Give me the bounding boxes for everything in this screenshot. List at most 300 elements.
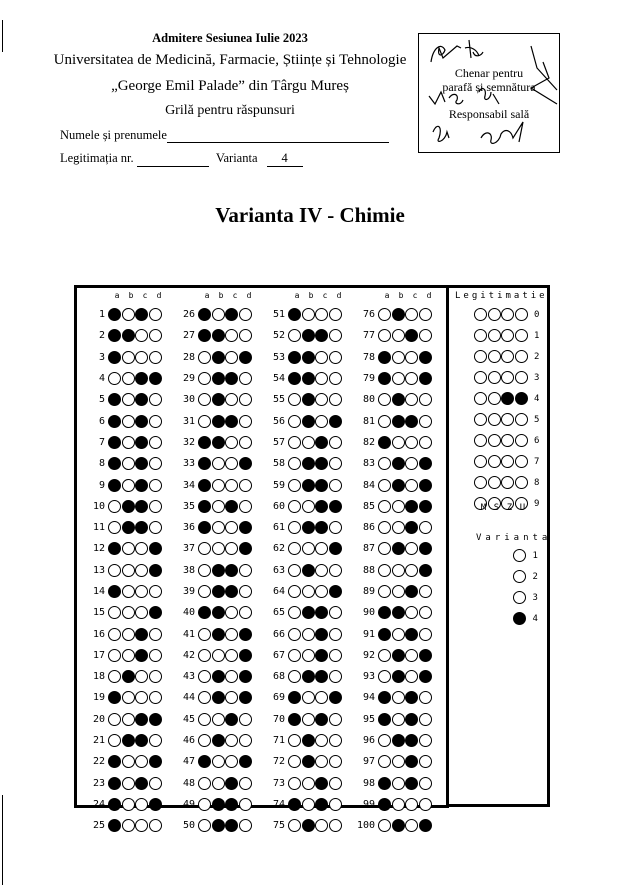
answer-bubble-b[interactable]: [302, 670, 315, 683]
answer-bubble-a[interactable]: [108, 308, 121, 321]
answer-bubble-d[interactable]: [239, 351, 252, 364]
answer-bubble-d[interactable]: [149, 457, 162, 470]
answer-bubble-b[interactable]: [302, 628, 315, 641]
answer-bubble-d[interactable]: [149, 308, 162, 321]
answer-bubble-b[interactable]: [212, 628, 225, 641]
answer-bubble-d[interactable]: [149, 777, 162, 790]
answer-bubble-d[interactable]: [239, 670, 252, 683]
answer-bubble-d[interactable]: [149, 670, 162, 683]
answer-bubble-a[interactable]: [108, 521, 121, 534]
answer-bubble-d[interactable]: [419, 372, 432, 385]
answer-bubble-c[interactable]: [315, 479, 328, 492]
answer-bubble-c[interactable]: [405, 670, 418, 683]
answer-bubble-a[interactable]: [198, 606, 211, 619]
answer-bubble-d[interactable]: [239, 777, 252, 790]
answer-bubble-c[interactable]: [315, 415, 328, 428]
answer-bubble-d[interactable]: [239, 329, 252, 342]
answer-bubble-d[interactable]: [419, 457, 432, 470]
answer-bubble-a[interactable]: [378, 585, 391, 598]
legitimatie-bubble-m[interactable]: [474, 329, 487, 342]
answer-bubble-b[interactable]: [302, 521, 315, 534]
answer-bubble-d[interactable]: [149, 372, 162, 385]
answer-bubble-d[interactable]: [239, 798, 252, 811]
answer-bubble-b[interactable]: [212, 606, 225, 619]
answer-bubble-c[interactable]: [135, 649, 148, 662]
answer-bubble-b[interactable]: [212, 457, 225, 470]
legitimatie-bubble-m[interactable]: [474, 413, 487, 426]
answer-bubble-d[interactable]: [239, 308, 252, 321]
answer-bubble-b[interactable]: [302, 606, 315, 619]
answer-bubble-b[interactable]: [392, 798, 405, 811]
answer-bubble-d[interactable]: [329, 479, 342, 492]
answer-bubble-a[interactable]: [108, 798, 121, 811]
answer-bubble-b[interactable]: [302, 649, 315, 662]
answer-bubble-b[interactable]: [122, 606, 135, 619]
answer-bubble-d[interactable]: [329, 606, 342, 619]
answer-bubble-c[interactable]: [135, 500, 148, 513]
answer-bubble-c[interactable]: [315, 436, 328, 449]
answer-bubble-a[interactable]: [198, 457, 211, 470]
answer-bubble-a[interactable]: [198, 628, 211, 641]
answer-bubble-c[interactable]: [225, 628, 238, 641]
legitimatie-bubble-s[interactable]: [488, 371, 501, 384]
answer-bubble-c[interactable]: [135, 564, 148, 577]
varianta-bubble[interactable]: [513, 612, 526, 625]
answer-bubble-b[interactable]: [122, 734, 135, 747]
answer-bubble-c[interactable]: [315, 755, 328, 768]
answer-bubble-b[interactable]: [302, 819, 315, 832]
answer-bubble-a[interactable]: [378, 479, 391, 492]
answer-bubble-d[interactable]: [329, 308, 342, 321]
answer-bubble-c[interactable]: [225, 542, 238, 555]
answer-bubble-a[interactable]: [288, 457, 301, 470]
answer-bubble-c[interactable]: [315, 564, 328, 577]
answer-bubble-b[interactable]: [122, 691, 135, 704]
answer-bubble-a[interactable]: [198, 329, 211, 342]
answer-bubble-d[interactable]: [239, 542, 252, 555]
answer-bubble-d[interactable]: [239, 500, 252, 513]
legitimatie-bubble-s[interactable]: [488, 476, 501, 489]
answer-bubble-a[interactable]: [378, 542, 391, 555]
answer-bubble-d[interactable]: [419, 777, 432, 790]
answer-bubble-c[interactable]: [225, 734, 238, 747]
answer-bubble-b[interactable]: [122, 329, 135, 342]
answer-bubble-a[interactable]: [108, 713, 121, 726]
answer-bubble-d[interactable]: [239, 755, 252, 768]
answer-bubble-c[interactable]: [225, 585, 238, 598]
answer-bubble-d[interactable]: [329, 436, 342, 449]
answer-bubble-b[interactable]: [392, 521, 405, 534]
answer-bubble-a[interactable]: [198, 500, 211, 513]
answer-bubble-d[interactable]: [239, 479, 252, 492]
answer-bubble-a[interactable]: [378, 393, 391, 406]
answer-bubble-a[interactable]: [198, 564, 211, 577]
answer-bubble-c[interactable]: [135, 734, 148, 747]
legitimatie-bubble-z[interactable]: [501, 371, 514, 384]
answer-bubble-d[interactable]: [419, 521, 432, 534]
answer-bubble-d[interactable]: [419, 329, 432, 342]
legitimatie-bubble-u[interactable]: [515, 308, 528, 321]
answer-bubble-c[interactable]: [225, 649, 238, 662]
answer-bubble-c[interactable]: [135, 691, 148, 704]
answer-bubble-b[interactable]: [212, 777, 225, 790]
answer-bubble-d[interactable]: [329, 372, 342, 385]
answer-bubble-b[interactable]: [122, 564, 135, 577]
legitimatie-bubble-m[interactable]: [474, 392, 487, 405]
answer-bubble-d[interactable]: [149, 500, 162, 513]
legitimatie-bubble-m[interactable]: [474, 350, 487, 363]
answer-bubble-d[interactable]: [329, 542, 342, 555]
legitimatie-bubble-s[interactable]: [488, 434, 501, 447]
answer-bubble-c[interactable]: [225, 755, 238, 768]
answer-bubble-c[interactable]: [225, 372, 238, 385]
answer-bubble-a[interactable]: [108, 479, 121, 492]
answer-bubble-d[interactable]: [329, 649, 342, 662]
answer-bubble-d[interactable]: [329, 351, 342, 364]
answer-bubble-b[interactable]: [212, 415, 225, 428]
answer-bubble-c[interactable]: [225, 415, 238, 428]
answer-bubble-a[interactable]: [288, 351, 301, 364]
answer-bubble-d[interactable]: [329, 521, 342, 534]
legitimatie-bubble-u[interactable]: [515, 392, 528, 405]
answer-bubble-b[interactable]: [122, 457, 135, 470]
answer-bubble-d[interactable]: [329, 415, 342, 428]
answer-bubble-d[interactable]: [419, 628, 432, 641]
answer-bubble-b[interactable]: [122, 755, 135, 768]
answer-bubble-a[interactable]: [288, 606, 301, 619]
answer-bubble-d[interactable]: [239, 585, 252, 598]
answer-bubble-c[interactable]: [135, 308, 148, 321]
answer-bubble-c[interactable]: [135, 479, 148, 492]
answer-bubble-b[interactable]: [122, 500, 135, 513]
answer-bubble-c[interactable]: [315, 457, 328, 470]
answer-bubble-b[interactable]: [302, 734, 315, 747]
answer-bubble-b[interactable]: [302, 393, 315, 406]
answer-bubble-a[interactable]: [288, 500, 301, 513]
answer-bubble-a[interactable]: [198, 479, 211, 492]
answer-bubble-d[interactable]: [419, 713, 432, 726]
answer-bubble-b[interactable]: [302, 308, 315, 321]
answer-bubble-b[interactable]: [392, 479, 405, 492]
answer-bubble-c[interactable]: [405, 628, 418, 641]
answer-bubble-a[interactable]: [198, 521, 211, 534]
answer-bubble-c[interactable]: [405, 755, 418, 768]
answer-bubble-a[interactable]: [108, 628, 121, 641]
legitimatie-bubble-u[interactable]: [515, 371, 528, 384]
answer-bubble-d[interactable]: [149, 798, 162, 811]
answer-bubble-d[interactable]: [149, 436, 162, 449]
answer-bubble-b[interactable]: [212, 351, 225, 364]
answer-bubble-b[interactable]: [212, 372, 225, 385]
legitimatie-bubble-m[interactable]: [474, 308, 487, 321]
answer-bubble-c[interactable]: [135, 542, 148, 555]
answer-bubble-c[interactable]: [405, 308, 418, 321]
answer-bubble-b[interactable]: [122, 479, 135, 492]
answer-bubble-d[interactable]: [149, 479, 162, 492]
answer-bubble-c[interactable]: [315, 585, 328, 598]
legitimatie-bubble-u[interactable]: [515, 329, 528, 342]
answer-bubble-c[interactable]: [225, 479, 238, 492]
answer-bubble-c[interactable]: [405, 329, 418, 342]
answer-bubble-b[interactable]: [302, 542, 315, 555]
answer-bubble-c[interactable]: [315, 372, 328, 385]
answer-bubble-c[interactable]: [405, 691, 418, 704]
answer-bubble-b[interactable]: [392, 734, 405, 747]
answer-bubble-a[interactable]: [108, 670, 121, 683]
answer-bubble-a[interactable]: [288, 542, 301, 555]
legitimatie-bubble-m[interactable]: [474, 371, 487, 384]
answer-bubble-a[interactable]: [378, 564, 391, 577]
answer-bubble-b[interactable]: [392, 564, 405, 577]
answer-bubble-d[interactable]: [239, 606, 252, 619]
answer-bubble-b[interactable]: [212, 479, 225, 492]
answer-bubble-b[interactable]: [212, 308, 225, 321]
answer-bubble-a[interactable]: [108, 734, 121, 747]
legitimatie-bubble-z[interactable]: [501, 476, 514, 489]
answer-bubble-c[interactable]: [135, 521, 148, 534]
answer-bubble-b[interactable]: [122, 798, 135, 811]
answer-bubble-c[interactable]: [225, 819, 238, 832]
answer-bubble-d[interactable]: [419, 351, 432, 364]
answer-bubble-d[interactable]: [149, 393, 162, 406]
answer-bubble-d[interactable]: [149, 542, 162, 555]
answer-bubble-a[interactable]: [288, 819, 301, 832]
answer-bubble-b[interactable]: [392, 713, 405, 726]
answer-bubble-c[interactable]: [315, 351, 328, 364]
answer-bubble-a[interactable]: [378, 691, 391, 704]
legitimatie-bubble-z[interactable]: [501, 413, 514, 426]
answer-bubble-c[interactable]: [225, 713, 238, 726]
answer-bubble-d[interactable]: [149, 329, 162, 342]
answer-bubble-b[interactable]: [392, 670, 405, 683]
answer-bubble-a[interactable]: [108, 415, 121, 428]
answer-bubble-c[interactable]: [315, 691, 328, 704]
answer-bubble-a[interactable]: [108, 649, 121, 662]
answer-bubble-c[interactable]: [135, 457, 148, 470]
answer-bubble-a[interactable]: [288, 691, 301, 704]
answer-bubble-c[interactable]: [315, 329, 328, 342]
answer-bubble-c[interactable]: [405, 564, 418, 577]
answer-bubble-c[interactable]: [405, 585, 418, 598]
answer-bubble-b[interactable]: [122, 308, 135, 321]
answer-bubble-a[interactable]: [288, 436, 301, 449]
legitimatie-bubble-z[interactable]: [501, 434, 514, 447]
answer-bubble-b[interactable]: [392, 819, 405, 832]
answer-bubble-b[interactable]: [122, 415, 135, 428]
answer-bubble-d[interactable]: [239, 457, 252, 470]
answer-bubble-b[interactable]: [212, 393, 225, 406]
varianta-bubble[interactable]: [513, 549, 526, 562]
answer-bubble-d[interactable]: [329, 457, 342, 470]
answer-bubble-c[interactable]: [315, 649, 328, 662]
answer-bubble-a[interactable]: [198, 351, 211, 364]
answer-bubble-b[interactable]: [302, 777, 315, 790]
answer-bubble-a[interactable]: [288, 798, 301, 811]
answer-bubble-a[interactable]: [288, 415, 301, 428]
answer-bubble-c[interactable]: [135, 606, 148, 619]
answer-bubble-a[interactable]: [108, 606, 121, 619]
answer-bubble-c[interactable]: [315, 798, 328, 811]
answer-bubble-c[interactable]: [405, 649, 418, 662]
answer-bubble-d[interactable]: [419, 798, 432, 811]
answer-bubble-b[interactable]: [302, 372, 315, 385]
answer-bubble-b[interactable]: [122, 372, 135, 385]
answer-bubble-d[interactable]: [329, 713, 342, 726]
answer-bubble-a[interactable]: [288, 521, 301, 534]
answer-bubble-c[interactable]: [225, 606, 238, 619]
answer-bubble-d[interactable]: [149, 415, 162, 428]
answer-bubble-b[interactable]: [122, 436, 135, 449]
answer-bubble-a[interactable]: [108, 777, 121, 790]
answer-bubble-d[interactable]: [329, 691, 342, 704]
answer-bubble-d[interactable]: [419, 606, 432, 619]
answer-bubble-b[interactable]: [212, 649, 225, 662]
answer-bubble-c[interactable]: [315, 777, 328, 790]
answer-bubble-b[interactable]: [392, 415, 405, 428]
answer-bubble-c[interactable]: [315, 734, 328, 747]
answer-bubble-d[interactable]: [329, 500, 342, 513]
answer-bubble-c[interactable]: [315, 819, 328, 832]
answer-bubble-b[interactable]: [212, 713, 225, 726]
answer-bubble-b[interactable]: [212, 670, 225, 683]
answer-bubble-b[interactable]: [212, 500, 225, 513]
answer-bubble-d[interactable]: [239, 713, 252, 726]
answer-bubble-c[interactable]: [135, 351, 148, 364]
answer-bubble-d[interactable]: [419, 542, 432, 555]
answer-bubble-d[interactable]: [329, 734, 342, 747]
answer-bubble-a[interactable]: [378, 457, 391, 470]
answer-bubble-c[interactable]: [315, 500, 328, 513]
answer-bubble-c[interactable]: [405, 798, 418, 811]
answer-bubble-d[interactable]: [419, 415, 432, 428]
answer-bubble-c[interactable]: [225, 500, 238, 513]
answer-bubble-a[interactable]: [378, 329, 391, 342]
answer-bubble-c[interactable]: [405, 734, 418, 747]
answer-bubble-c[interactable]: [135, 628, 148, 641]
answer-bubble-b[interactable]: [212, 542, 225, 555]
answer-bubble-a[interactable]: [378, 372, 391, 385]
answer-bubble-c[interactable]: [135, 329, 148, 342]
answer-bubble-c[interactable]: [135, 393, 148, 406]
answer-bubble-c[interactable]: [405, 415, 418, 428]
legitimatie-bubble-u[interactable]: [515, 413, 528, 426]
answer-bubble-a[interactable]: [378, 500, 391, 513]
answer-bubble-c[interactable]: [135, 755, 148, 768]
answer-bubble-d[interactable]: [149, 713, 162, 726]
legitimatie-bubble-u[interactable]: [515, 455, 528, 468]
answer-bubble-a[interactable]: [108, 393, 121, 406]
answer-bubble-c[interactable]: [315, 521, 328, 534]
answer-bubble-a[interactable]: [198, 372, 211, 385]
answer-bubble-a[interactable]: [378, 606, 391, 619]
legitimatie-bubble-z[interactable]: [501, 329, 514, 342]
answer-bubble-b[interactable]: [392, 691, 405, 704]
answer-bubble-d[interactable]: [149, 649, 162, 662]
answer-bubble-c[interactable]: [135, 415, 148, 428]
answer-bubble-a[interactable]: [198, 670, 211, 683]
answer-bubble-a[interactable]: [108, 691, 121, 704]
answer-bubble-c[interactable]: [405, 351, 418, 364]
answer-bubble-d[interactable]: [149, 585, 162, 598]
answer-bubble-c[interactable]: [405, 713, 418, 726]
answer-bubble-d[interactable]: [239, 521, 252, 534]
answer-bubble-d[interactable]: [149, 628, 162, 641]
answer-bubble-b[interactable]: [122, 713, 135, 726]
answer-bubble-d[interactable]: [239, 691, 252, 704]
answer-bubble-c[interactable]: [135, 585, 148, 598]
answer-bubble-c[interactable]: [315, 606, 328, 619]
answer-bubble-a[interactable]: [288, 372, 301, 385]
answer-bubble-c[interactable]: [225, 521, 238, 534]
answer-bubble-a[interactable]: [288, 308, 301, 321]
id-input-line[interactable]: [137, 154, 209, 167]
legitimatie-bubble-s[interactable]: [488, 413, 501, 426]
answer-bubble-d[interactable]: [239, 372, 252, 385]
answer-bubble-a[interactable]: [108, 500, 121, 513]
legitimatie-bubble-u[interactable]: [515, 476, 528, 489]
answer-bubble-a[interactable]: [198, 542, 211, 555]
answer-bubble-a[interactable]: [198, 713, 211, 726]
answer-bubble-a[interactable]: [378, 777, 391, 790]
answer-bubble-a[interactable]: [378, 308, 391, 321]
answer-bubble-d[interactable]: [329, 585, 342, 598]
answer-bubble-d[interactable]: [149, 351, 162, 364]
answer-bubble-c[interactable]: [225, 670, 238, 683]
answer-bubble-a[interactable]: [108, 457, 121, 470]
answer-bubble-d[interactable]: [239, 564, 252, 577]
answer-bubble-c[interactable]: [225, 436, 238, 449]
answer-bubble-a[interactable]: [198, 755, 211, 768]
answer-bubble-d[interactable]: [419, 500, 432, 513]
answer-bubble-c[interactable]: [405, 479, 418, 492]
answer-bubble-a[interactable]: [288, 479, 301, 492]
answer-bubble-d[interactable]: [329, 670, 342, 683]
answer-bubble-b[interactable]: [212, 436, 225, 449]
answer-bubble-c[interactable]: [135, 372, 148, 385]
answer-bubble-d[interactable]: [329, 628, 342, 641]
answer-bubble-c[interactable]: [315, 542, 328, 555]
answer-bubble-b[interactable]: [392, 457, 405, 470]
varianta-bubble[interactable]: [513, 591, 526, 604]
answer-bubble-a[interactable]: [378, 351, 391, 364]
answer-bubble-c[interactable]: [225, 564, 238, 577]
answer-bubble-d[interactable]: [419, 585, 432, 598]
answer-bubble-c[interactable]: [135, 798, 148, 811]
answer-bubble-a[interactable]: [378, 415, 391, 428]
legitimatie-bubble-s[interactable]: [488, 350, 501, 363]
answer-bubble-a[interactable]: [288, 755, 301, 768]
answer-bubble-b[interactable]: [122, 351, 135, 364]
answer-bubble-a[interactable]: [288, 628, 301, 641]
legitimatie-bubble-s[interactable]: [488, 455, 501, 468]
answer-bubble-b[interactable]: [392, 436, 405, 449]
answer-bubble-a[interactable]: [108, 542, 121, 555]
answer-bubble-c[interactable]: [315, 670, 328, 683]
answer-bubble-b[interactable]: [302, 479, 315, 492]
answer-bubble-d[interactable]: [239, 415, 252, 428]
answer-bubble-b[interactable]: [302, 798, 315, 811]
answer-bubble-c[interactable]: [225, 308, 238, 321]
answer-bubble-a[interactable]: [288, 649, 301, 662]
answer-bubble-a[interactable]: [288, 329, 301, 342]
answer-bubble-b[interactable]: [392, 606, 405, 619]
answer-bubble-b[interactable]: [302, 755, 315, 768]
answer-bubble-b[interactable]: [122, 670, 135, 683]
answer-bubble-a[interactable]: [198, 691, 211, 704]
answer-bubble-c[interactable]: [225, 393, 238, 406]
answer-bubble-b[interactable]: [302, 351, 315, 364]
answer-bubble-d[interactable]: [149, 819, 162, 832]
